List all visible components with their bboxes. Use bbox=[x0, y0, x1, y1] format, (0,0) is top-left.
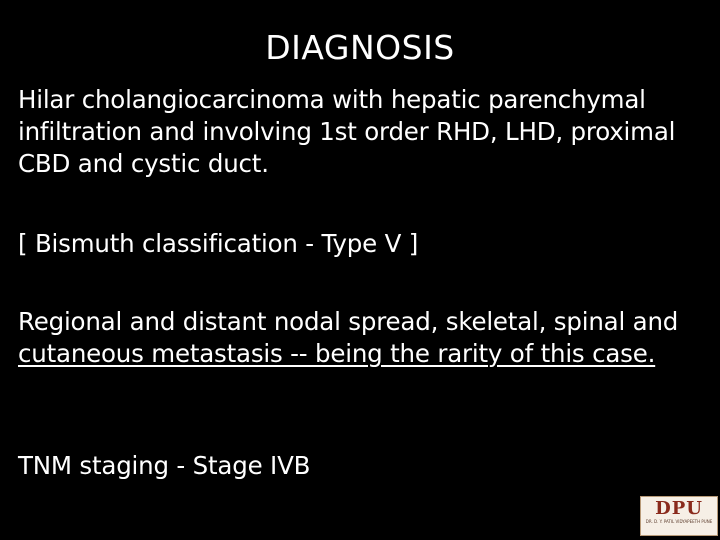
bismuth-classification: [ Bismuth classification - Type V ] bbox=[18, 229, 419, 258]
tnm-staging: TNM staging - Stage IVB bbox=[18, 451, 311, 480]
metastasis-emphasis: cutaneous metastasis -- being the rarity of this case. bbox=[18, 339, 656, 368]
logo-mark: DPU bbox=[655, 498, 703, 519]
metastasis-paragraph bbox=[18, 306, 708, 370]
metastasis-text: Regional and distant nodal spread, skeletal, spinal and bbox=[18, 307, 679, 336]
logo-subtext: DR. D. Y. PATIL VIDYAPEETH PUNE bbox=[645, 519, 713, 524]
institution-logo bbox=[640, 496, 718, 536]
slide-title: DIAGNOSIS bbox=[265, 28, 455, 67]
diagnosis-paragraph: Hilar cholangiocarcinoma with hepatic parenchymal infiltration and involving 1st order RHD, LHD, proximal CBD and cystic duct. bbox=[18, 85, 676, 178]
